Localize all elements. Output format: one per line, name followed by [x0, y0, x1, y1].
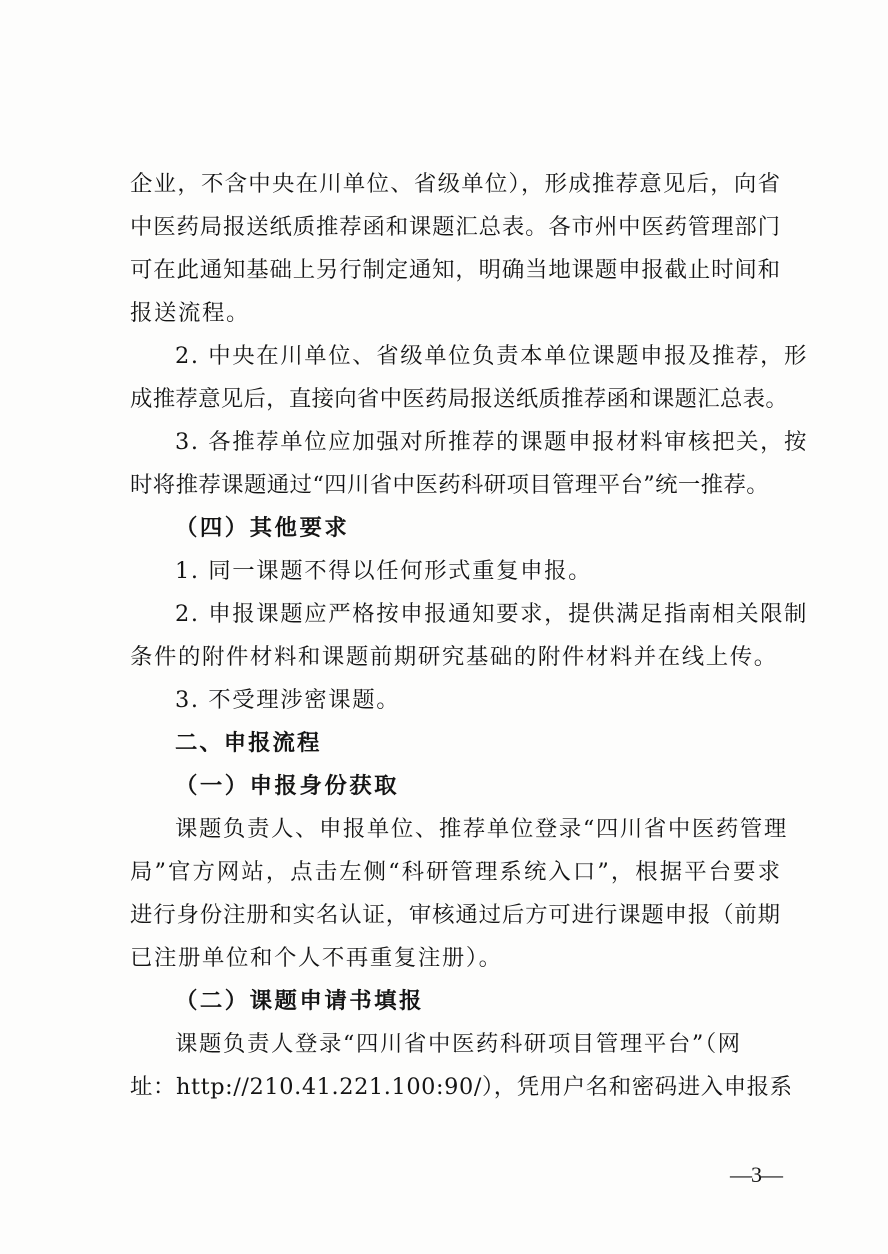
- paragraph-line: 成推荐意见后，直接向省中医药局报送纸质推荐函和课题汇总表。: [130, 386, 789, 412]
- paragraph-line: 时将推荐课题通过“四川省中医药科研项目管理平台”统一推荐。: [130, 472, 770, 498]
- paragraph-line: 可在此通知基础上另行制定通知，明确当地课题申报截止时间和: [130, 257, 780, 283]
- paragraph-line: 报送流程。: [130, 300, 250, 326]
- paragraph-line: 2. 中央在川单位、省级单位负责本单位课题申报及推荐，形: [175, 343, 809, 369]
- paragraph-line: 课题负责人、申报单位、推荐单位登录“四川省中医药管理: [175, 816, 788, 842]
- page-number: —3—: [730, 1162, 782, 1187]
- section-subheading: （一）申报身份获取: [175, 773, 400, 799]
- paragraph-line: 3. 各推荐单位应加强对所推荐的课题申报材料审核把关，按: [175, 429, 809, 455]
- paragraph-line: 址：http://210.41.221.100:90/），凭用户名和密码进入申报系: [130, 1074, 793, 1100]
- paragraph-line: 1. 同一课题不得以任何形式重复申报。: [175, 558, 593, 584]
- paragraph-line: 中医药局报送纸质推荐函和课题汇总表。各市州中医药管理部门: [130, 214, 780, 240]
- section-heading: 二、申报流程: [175, 730, 322, 756]
- paragraph-line: 进行身份注册和实名认证，审核通过后方可进行课题申报（前期: [130, 902, 780, 928]
- paragraph-line: 课题负责人登录“四川省中医药科研项目管理平台”（网: [175, 1031, 742, 1057]
- section-subheading: （四）其他要求: [175, 515, 350, 541]
- section-subheading: （二）课题申请书填报: [175, 988, 424, 1014]
- paragraph-line: 3. 不受理涉密课题。: [175, 687, 401, 713]
- paragraph-line: 已注册单位和个人不再重复注册）。: [130, 945, 503, 971]
- document-body: [130, 163, 809, 1109]
- paragraph-line: 条件的附件材料和课题前期研究基础的附件材料并在线上传。: [130, 644, 778, 670]
- paragraph-line: 企业，不含中央在川单位、省级单位），形成推荐意见后，向省: [130, 171, 780, 197]
- paragraph-line: 2. 申报课题应严格按申报通知要求，提供满足指南相关限制: [175, 601, 809, 627]
- paragraph-line: 局”官方网站，点击左侧“科研管理系统入口”，根据平台要求: [130, 859, 780, 885]
